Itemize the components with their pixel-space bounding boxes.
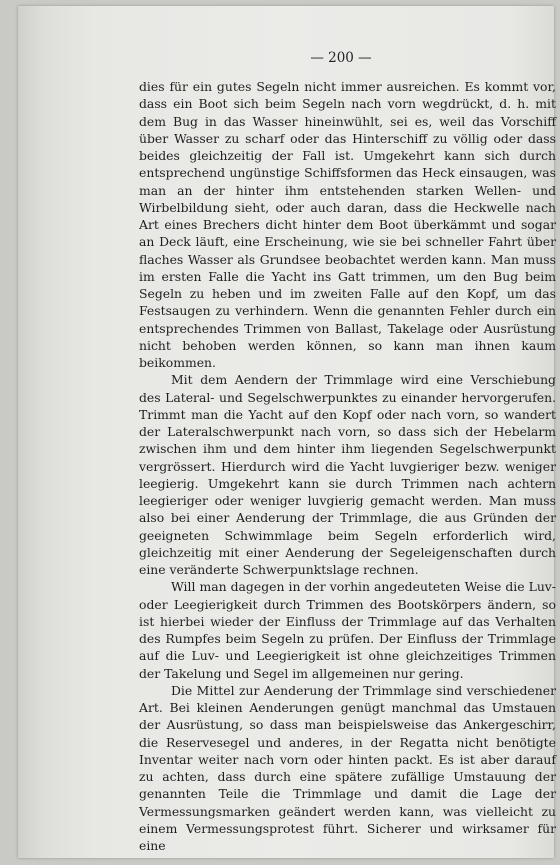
page-number: — 200 — <box>310 50 372 66</box>
paragraph: Die Mittel zur Aenderung der Trimmlage sind verschiedener Art. Bei kleinen Aenderungen genügt manchmal das Umstauen der Ausrüstung, so dass man beispielsweise das Ankergeschirr, die Reservesegel und anderes, in der Regatta nicht benötigte Inventar weiter nach vorn oder hinten packt. Es ist aber darauf zu achten, dass durch eine spätere zufällige Umstauung der genannten Teile die Trimmlage und damit die Lage der Vermessungsmarken geändert werden kann, was vielleicht zu einem Vermessungsprotest führt. Sicherer und wirksamer für eine <box>139 682 556 853</box>
book-page <box>18 6 554 858</box>
paragraph: Will man dagegen in der vorhin angedeuteten Weise die Luv- oder Leegierigkeit durch Trimmen des Bootskörpers ändern, so ist hierbei wieder der Einfluss der Trimmlage auf das Verhalten des Rumpfes beim Segeln zu prüfen. Der Einfluss der Trimmlage auf die Luv- und Leegierigkeit ist ohne gleichzeitiges Trimmen der Takelung und Segel im allgemeinen nur gering. <box>139 579 556 681</box>
paragraph: dies für ein gutes Segeln nicht immer ausreichen. Es kommt vor, dass ein Boot sich beim Segeln nach vorn wegdrückt, d. h. mit dem Bug in das Wasser hineinwühlt, sei es, weil das Vorschiff über Wasser zu scharf oder das Hinterschiff zu völlig oder dass beides gleichzeitig der Fall ist. Umgekehrt kann sich durch entsprechend ungünstige Schiffsformen das Heck einsaugen, was man an der hinter ihm entstehenden starken Wellen- und Wirbelbildung sieht, oder auch daran, dass die Heckwelle nach Art eines Brechers dicht hinter dem Boot überkämmt und sogar an Deck läuft, eine Erscheinung, wie sie bei schneller Fahrt über flaches Wasser als Grundsee beobachtet werden kann. Man muss im ersten Falle die Yacht ins Gatt trimmen, um den Bug beim Segeln zu heben und im zweiten Falle auf den Kopf, um das Festsaugen zu verhindern. Wenn die genannten Fehler durch ein entsprechendes Trimmen von Ballast, Takelage oder Ausrüstung nicht behoben werden können, so kann man ihnen kaum beikommen. <box>139 79 556 370</box>
body-text <box>139 78 556 854</box>
paragraph: Mit dem Aendern der Trimmlage wird eine Verschiebung des Lateral- und Segelschwerpunktes zu einander hervorgerufen. Trimmt man die Yacht auf den Kopf oder nach vorn, so wandert der Lateralschwerpunkt nach vorn, so dass sich der Hebelarm zwischen ihm und dem hinter ihm liegenden Segelschwerpunkt vergrössert. Hierdurch wird die Yacht luvgieriger bezw. weniger leegierig. Umgekehrt kann sie durch Trimmen nach achtern leegieriger oder weniger luvgierig gemacht werden. Man muss also bei einer Aenderung der Trimmlage, die aus Gründen der geeigneten Schwimmlage beim Segeln erforderlich wird, gleichzeitig mit einer Aenderung der Segeleigenschaften durch eine veränderte Schwerpunktslage rechnen. <box>139 372 556 577</box>
